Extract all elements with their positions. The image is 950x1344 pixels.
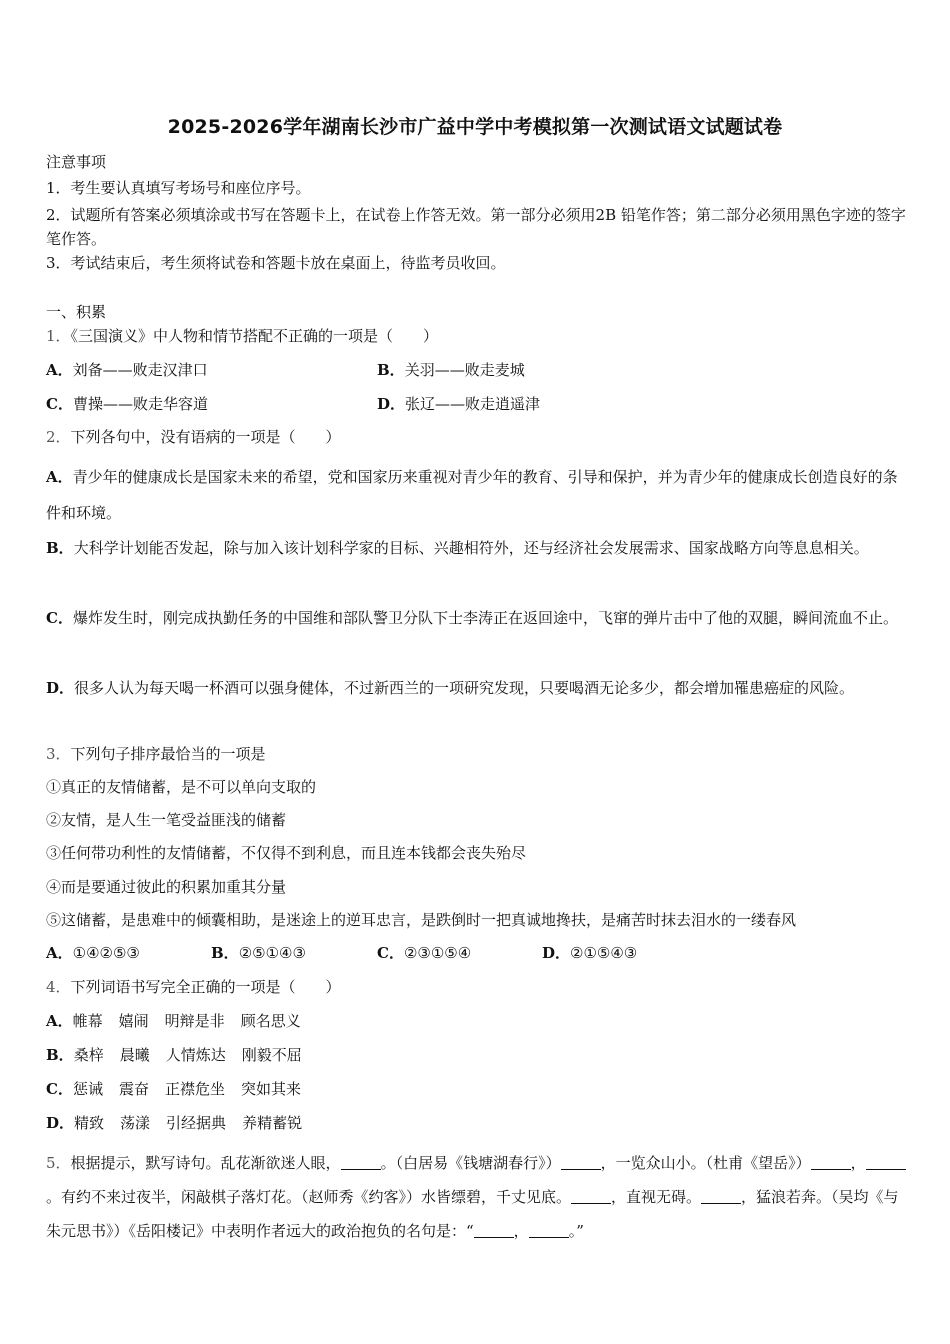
- q5-text: 。（白居易《钱塘湖春行》）: [380, 1154, 561, 1172]
- q2-option-b: [46, 530, 906, 566]
- q1-option-a: [46, 360, 208, 380]
- option-key: C．: [377, 944, 404, 962]
- option-text: ②③①⑤④: [403, 944, 472, 962]
- q4-option-a: [46, 1011, 301, 1031]
- answer-blank: [866, 1155, 906, 1170]
- word: 正襟危坐: [164, 1080, 225, 1098]
- notice-item-2: 2．试题所有答案必须填涂或书写在答题卡上，在试卷上作答无效。第一部分必须用2B 铅笔作答；第二部分必须用黑色字迹的签字笔作答。: [46, 206, 906, 248]
- question-stem: 下列各句中，没有语病的一项是（ ）: [70, 428, 341, 446]
- question-3: [46, 744, 266, 764]
- q1-option-c: [46, 394, 208, 414]
- notice-heading: 注意事项: [46, 153, 107, 171]
- option-text: 大科学计划能否发起，除与加入该计划科学家的目标、兴趣相符外，还与经济社会发展需求、国家战略方向等息息相关。: [73, 539, 869, 557]
- option-key: B．: [377, 361, 405, 379]
- question-number: 3．: [46, 745, 71, 763]
- option-key: D．: [46, 679, 75, 697]
- q3-sentence: ③任何带功利性的友情储蓄，不仅得不到利息，而且连本钱都会丧失殆尽: [46, 844, 527, 862]
- q5-text: 根据提示，默写诗句。乱花渐欲迷人眼，: [70, 1154, 341, 1172]
- option-text: 张辽——败走逍遥津: [405, 395, 541, 413]
- word: 引经据典: [166, 1114, 227, 1132]
- question-number: 1．: [46, 327, 71, 345]
- q3-option-a: [46, 943, 140, 963]
- question-number: 2．: [46, 428, 71, 446]
- question-number: 5．: [46, 1154, 71, 1172]
- q2-option-c: [46, 600, 906, 636]
- q5-text: ，直视无碍。: [611, 1188, 702, 1206]
- option-key: C．: [46, 1080, 73, 1098]
- q5-text: ，一览众山小。（杜甫《望岳》）: [600, 1154, 811, 1172]
- question-4: [46, 977, 341, 997]
- question-5: [46, 1146, 906, 1248]
- q4-option-b: [46, 1045, 302, 1065]
- notice-item-1: 1．考生要认真填写考场号和座位序号。: [46, 179, 311, 197]
- option-text: 关羽——败走麦城: [404, 361, 525, 379]
- answer-blank: [529, 1223, 569, 1238]
- word: 刚毅不屈: [241, 1046, 302, 1064]
- option-text: 曹操——败走华容道: [72, 395, 208, 413]
- option-key: B．: [46, 1046, 74, 1064]
- page-title: 2025-2026学年湖南长沙市广益中学中考模拟第一次测试语文试题试卷: [167, 116, 783, 138]
- option-text: 爆炸发生时，刚完成执勤任务的中国维和部队警卫分队下士李涛正在返回途中，飞窜的弹片击中了他的双腿，瞬间流血不止。: [72, 609, 898, 627]
- question-2: [46, 427, 341, 447]
- option-key: A．: [46, 361, 73, 379]
- q1-option-d: [377, 394, 540, 414]
- q3-sentence: ④而是要通过彼此的积累加重其分量: [46, 878, 287, 896]
- q2-option-d: [46, 670, 906, 706]
- q1-option-b: [377, 360, 525, 380]
- answer-blank: [701, 1189, 741, 1204]
- option-text: 刘备——败走汉津口: [72, 361, 208, 379]
- option-key: C．: [46, 609, 73, 627]
- word: 桑梓: [73, 1046, 104, 1064]
- q3-sentence: ②友情，是人生一笔受益匪浅的储蓄: [46, 811, 287, 829]
- option-text: 青少年的健康成长是国家未来的希望，党和国家历来重视对青少年的教育、引导和保护，并为青少年的健康成长创造良好的条件和环境。: [46, 468, 898, 522]
- answer-blank: [561, 1155, 601, 1170]
- word: 顾名思义: [240, 1012, 301, 1030]
- answer-blank: [474, 1223, 514, 1238]
- option-key: B．: [211, 944, 239, 962]
- option-text: ②⑤①④③: [238, 944, 306, 962]
- option-key: D．: [377, 395, 406, 413]
- option-key: D．: [46, 1114, 75, 1132]
- word: 震奋: [118, 1080, 149, 1098]
- option-key: D．: [542, 944, 571, 962]
- answer-blank: [571, 1189, 611, 1204]
- q4-option-d: [46, 1113, 302, 1133]
- notice-item-3: 3．考试结束后，考生须将试卷和答题卡放在桌面上，待监考员收回。: [46, 254, 506, 272]
- answer-blank: [341, 1155, 381, 1170]
- q5-text: ，: [850, 1154, 866, 1172]
- q5-text: ，: [513, 1222, 529, 1240]
- q5-text: 。”: [568, 1222, 584, 1240]
- word: 惩诫: [72, 1080, 103, 1098]
- option-key: A．: [46, 944, 73, 962]
- word: 精致: [74, 1114, 105, 1132]
- q3-sentence: ⑤这储蓄，是患难中的倾囊相助，是迷途上的逆耳忠言，是跌倒时一把真诚地搀扶，是痛苦时抹去泪水的一缕春风: [46, 911, 797, 929]
- q4-option-c: [46, 1079, 301, 1099]
- word: 明辩是非: [164, 1012, 225, 1030]
- option-key: A．: [46, 1012, 73, 1030]
- option-text: ②①⑤④③: [570, 944, 638, 962]
- question-number: 4．: [46, 978, 71, 996]
- option-text: 很多人认为每天喝一杯酒可以强身健体，不过新西兰的一项研究发现，只要喝酒无论多少，都会增加罹患癌症的风险。: [74, 679, 855, 697]
- word: 养精蓄锐: [242, 1114, 303, 1132]
- option-key: B．: [46, 539, 74, 557]
- word: 帷幕: [72, 1012, 103, 1030]
- option-key: C．: [46, 395, 73, 413]
- word: 突如其来: [241, 1080, 302, 1098]
- q3-option-d: [542, 943, 637, 963]
- section-heading: 一、积累: [46, 303, 107, 321]
- word: 荡漾: [120, 1114, 151, 1132]
- question-stem: 下列句子排序最恰当的一项是: [70, 745, 266, 763]
- word: 人情炼达: [165, 1046, 226, 1064]
- q3-option-b: [211, 943, 306, 963]
- q2-option-a: [46, 459, 906, 531]
- q5-text: ，猛浪若奔。（吴均《与朱元思书》）《岳阳楼记》中表明作者远大的政治抱负的名句是：“: [46, 1188, 899, 1240]
- option-text: ①④②⑤③: [72, 944, 140, 962]
- word: 晨曦: [119, 1046, 150, 1064]
- q5-text: 。有约不来过夜半，闲敲棋子落灯花。（赵师秀《约客》）水皆缥碧，千丈见底。: [46, 1188, 572, 1206]
- answer-blank: [811, 1155, 851, 1170]
- question-stem: 下列词语书写完全正确的一项是（ ）: [70, 978, 341, 996]
- option-key: A．: [46, 468, 73, 486]
- q3-sentence: ①真正的友情储蓄，是不可以单向支取的: [46, 778, 317, 796]
- q3-option-c: [377, 943, 471, 963]
- question-1: [46, 326, 438, 346]
- word: 嬉闹: [118, 1012, 149, 1030]
- question-stem: 《三国演义》中人物和情节搭配不正确的一项是（ ）: [70, 327, 439, 345]
